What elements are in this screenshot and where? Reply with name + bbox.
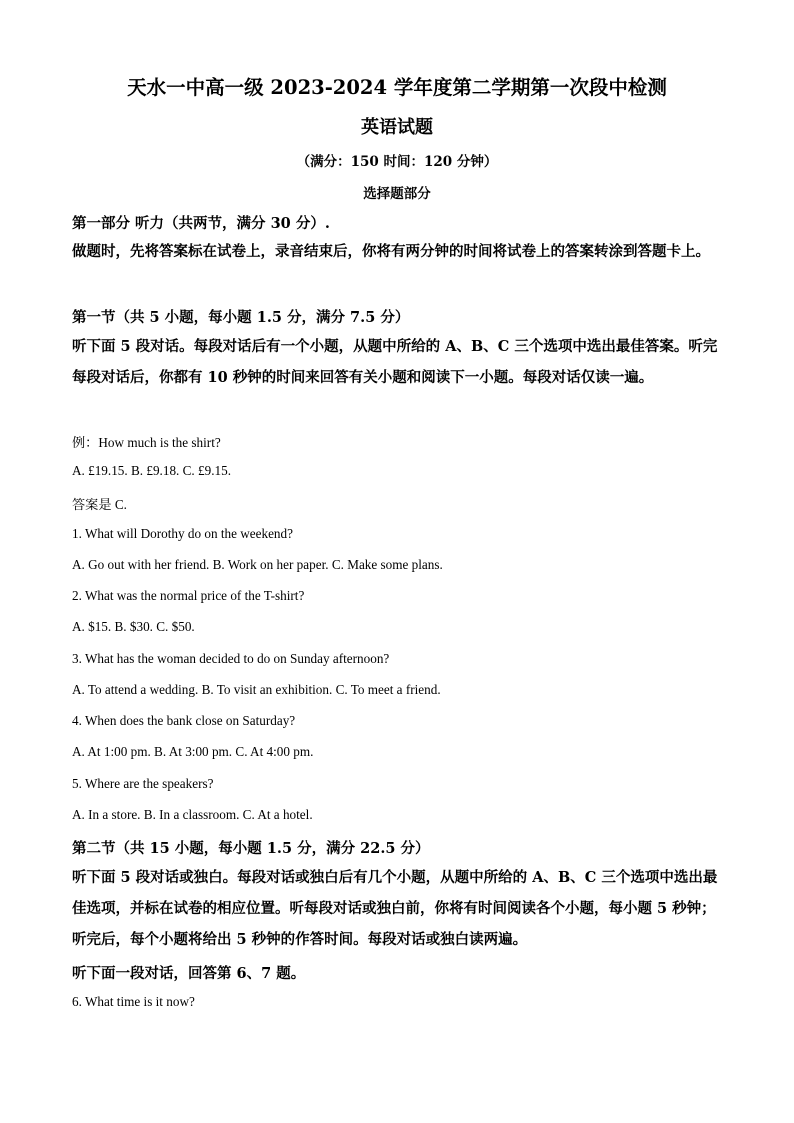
section1-instructions: 听下面 5 段对话。每段对话后有一个小题，从题中所给的 A、B、C 三个选项中选出最佳答案。听完每段对话后，你都有 10 秒钟的时间来回答有关小题和阅读下一小题。每段对话仅读一遍。	[72, 338, 718, 386]
question-5-options: A. In a store. B. In a classroom. C. At a hotel.	[72, 807, 313, 822]
part1-heading: 第一部分 听力（共两节，满分 30 分）.	[72, 215, 330, 232]
question-4-options: A. At 1:00 pm. B. At 3:00 pm. C. At 4:00 pm.	[72, 744, 314, 759]
question-3: 3. What has the woman decided to do on Sunday afternoon?	[72, 651, 390, 666]
question-3-options: A. To attend a wedding. B. To visit an exhibition. C. To meet a friend.	[72, 682, 441, 697]
example-options: A. £19.15. B. £9.18. C. £9.15.	[72, 463, 231, 478]
section2-heading: 第二节（共 15 小题，每小题 1.5 分，满分 22.5 分）	[72, 840, 430, 857]
example-question: 例：How much is the shirt?	[72, 435, 221, 450]
question-2: 2. What was the normal price of the T-shirt?	[72, 588, 305, 603]
question-2-options: A. $15. B. $30. C. $50.	[72, 619, 195, 634]
section2-instructions: 听下面 5 段对话或独白。每段对话或独白后有几个小题，从题中所给的 A、B、C 三个选项中选出最佳选项，并标在试卷的相应位置。听每段对话或独白前，你将有时间阅读各个小题，每小题 5 秒钟；听完后，每个小题将给出 5 秒钟的作答时间。每段对话或独白读两遍。	[72, 869, 718, 948]
section1-heading: 第一节（共 5 小题，每小题 1.5 分，满分 7.5 分）	[72, 309, 410, 326]
exam-title: 天水一中高一级 2023-2024 学年度第二学期第一次段中检测	[127, 76, 667, 99]
question-6: 6. What time is it now?	[72, 994, 195, 1009]
part1-instructions: 做题时，先将答案标在试卷上，录音结束后，你将有两分钟的时间将试卷上的答案转涂到答题卡上。	[72, 243, 710, 260]
question-1: 1. What will Dorothy do on the weekend?	[72, 526, 293, 541]
question-5: 5. Where are the speakers?	[72, 776, 214, 791]
exam-info: （满分：150 时间：120 分钟）	[296, 154, 498, 170]
section-label: 选择题部分	[363, 186, 431, 202]
section2-sub-instruction: 听下面一段对话，回答第 6、7 题。	[72, 965, 306, 982]
example-answer: 答案是 C.	[72, 497, 127, 512]
subject-title: 英语试题	[361, 117, 433, 138]
question-4: 4. When does the bank close on Saturday?	[72, 713, 296, 728]
question-1-options: A. Go out with her friend. B. Work on her paper. C. Make some plans.	[72, 557, 443, 572]
